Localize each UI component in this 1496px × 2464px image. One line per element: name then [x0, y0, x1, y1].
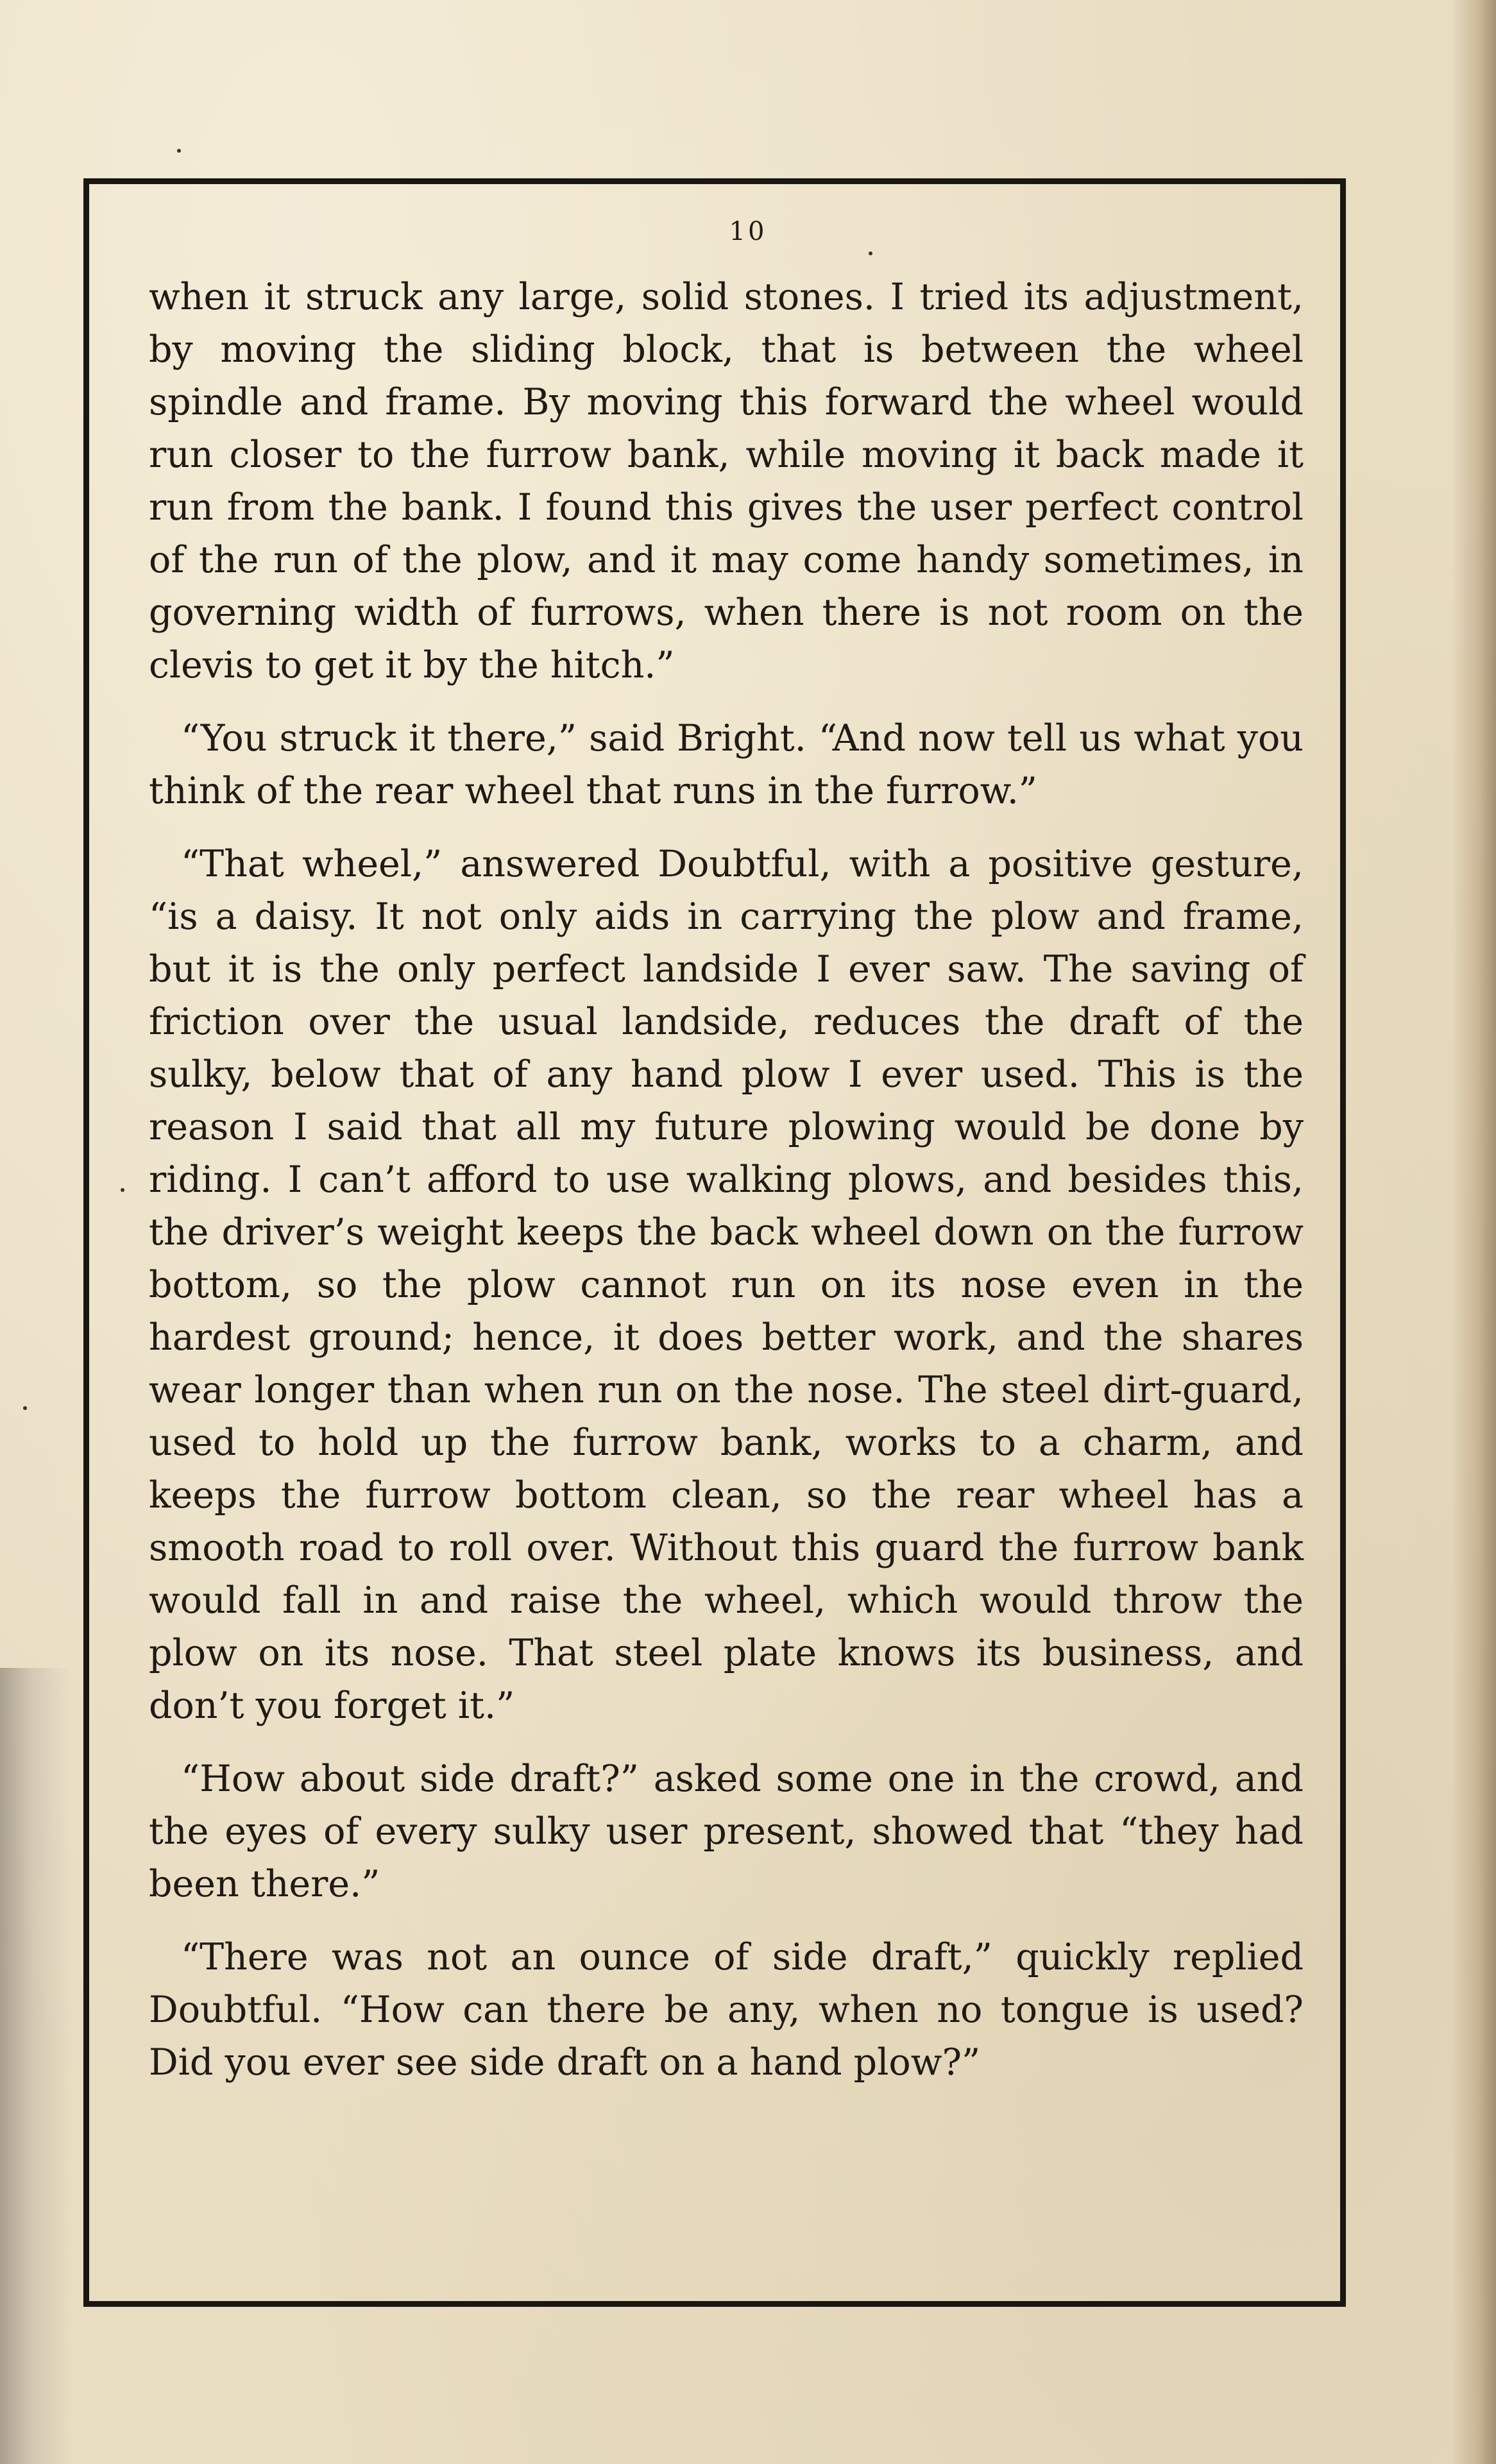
ink-speck: [23, 1406, 27, 1410]
paragraph: when it struck any large, solid stones. I tried its adjustment, by moving the sliding block, that is between the wheel spindle and frame. By moving this forward the wheel would run closer to the furrow bank, while moving it back made it run from the bank. I found this gives the user perfect control of the run of the plow, and it may come handy sometimes, in governing width of furrows, when there is not room on the clevis to get it by the hitch.”: [149, 276, 1304, 686]
paragraph: “That wheel,” answered Doubtful, with a positive gesture, “is a daisy. It not only aids in carrying the plow and frame, but it is the only perfect landside I ever saw. The saving of friction over the usual landside, reduces the draft of the sulky, below that of any hand plow I ever used. This is the reason I said that all my future plowing would be done by riding. I can’t afford to use walking plows, and besides this, the driver’s weight keeps the back wheel down on the furrow bottom, so the plow cannot run on its nose even in the hardest ground; hence, it does better work, and the shares wear longer than when run on the nose. The steel dirt-guard, used to hold up the furrow bank, works to a charm, and keeps the furrow bottom clean, so the rear wheel has a smooth road to roll over. Without this guard the furrow bank would fall in and raise the wheel, which would throw the plow on its nose. That steel plate knows its business, and don’t you forget it.”: [149, 843, 1304, 1727]
ink-speck: [177, 149, 181, 153]
worn-right-edge: [1451, 0, 1496, 2464]
paragraph: “How about side draft?” asked some one in the crowd, and the eyes of every sulky user present, showed that “they had been there.”: [149, 1758, 1304, 1905]
body-text: [149, 271, 1304, 2089]
paragraph: “There was not an ounce of side draft,” quickly replied Doubtful. “How can there be any, when no tongue is used? Did you ever see side draft on a hand plow?”: [149, 1936, 1304, 2084]
worn-left-edge: [0, 1668, 71, 2464]
paragraph: “You struck it there,” said Bright. “And now tell us what you think of the rear wheel that runs in the furrow.”: [149, 717, 1304, 812]
page-number: 10: [729, 217, 767, 246]
